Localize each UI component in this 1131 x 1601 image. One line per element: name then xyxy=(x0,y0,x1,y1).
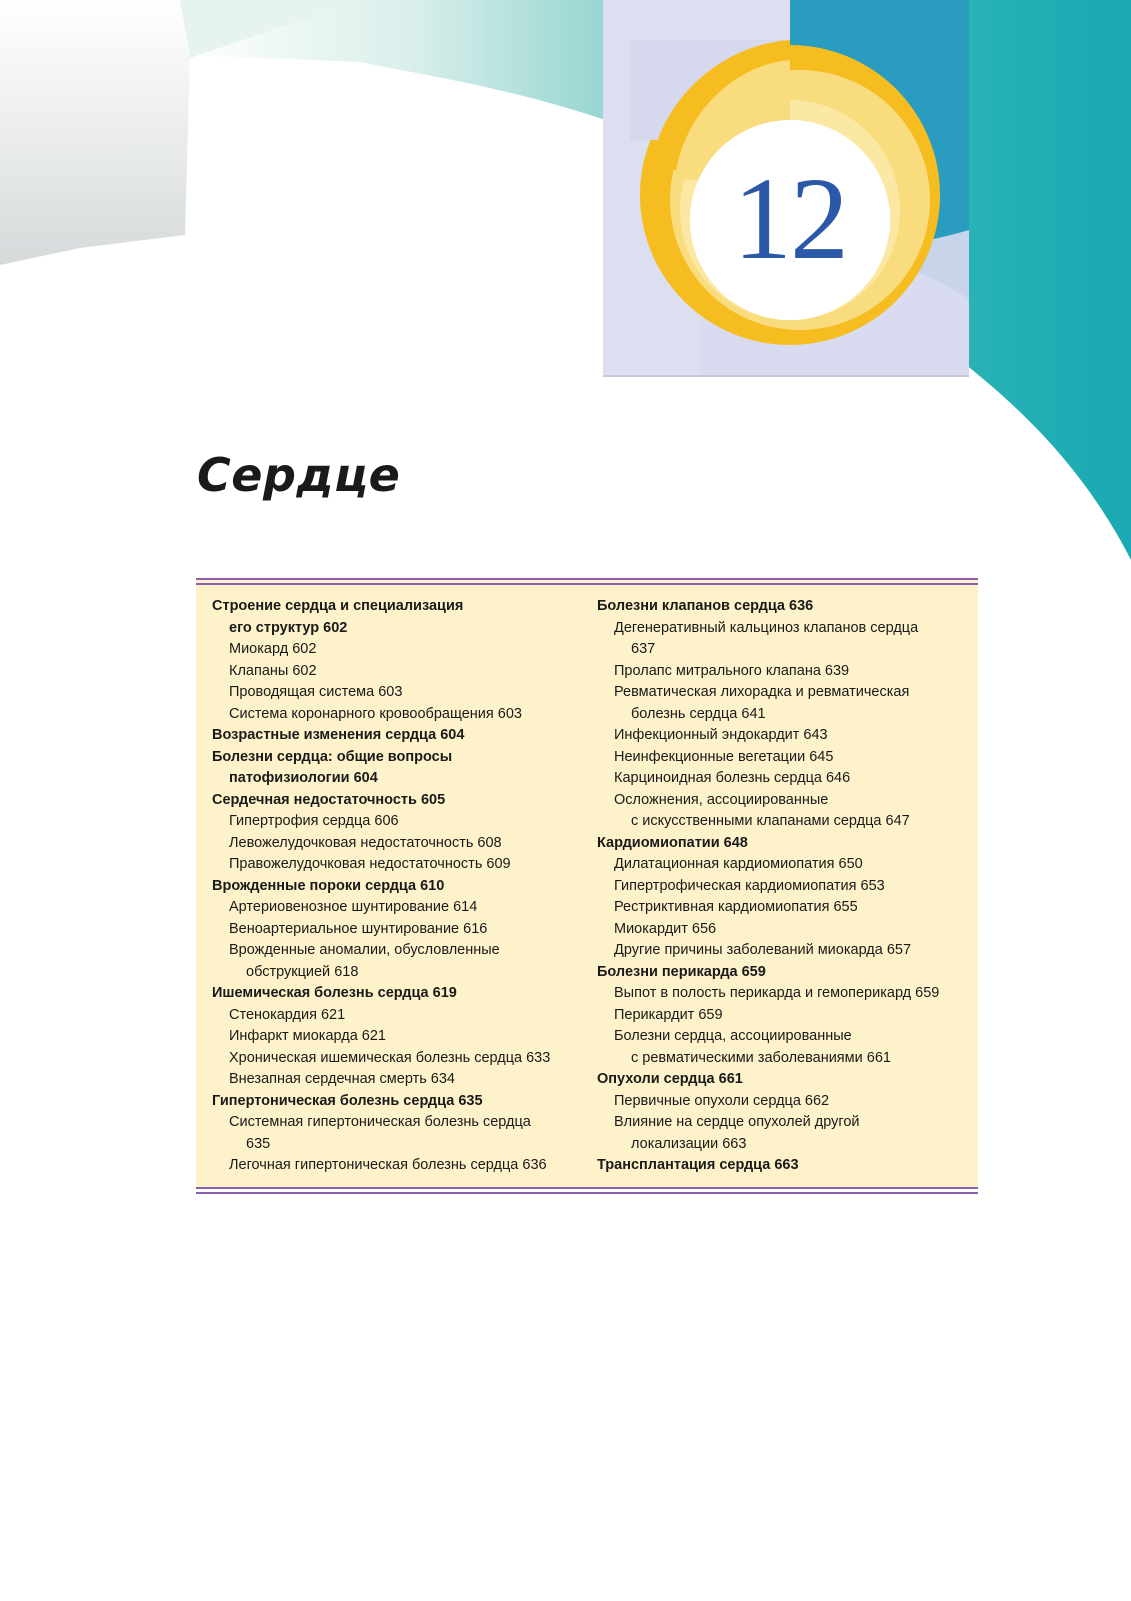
toc-entry: Опухоли сердца 661 xyxy=(597,1071,743,1087)
toc-entry: Миокард 602 xyxy=(229,641,317,657)
toc-top-rule-inner xyxy=(196,583,978,585)
toc-entry: Хроническая ишемическая болезнь сердца 633 xyxy=(229,1049,551,1066)
toc-entry: Строение сердца и специализация xyxy=(212,598,464,614)
toc-entry: локализации 663 xyxy=(631,1135,747,1152)
toc-entry: Веноартериальное шунтирование 616 xyxy=(229,920,488,937)
toc-entry: Врожденные пороки сердца 610 xyxy=(212,877,445,894)
toc-entry: Другие причины заболеваний миокарда 657 xyxy=(614,942,912,958)
toc-entry: Дилатационная кардиомиопатия 650 xyxy=(614,856,863,872)
toc-entry: с ревматическими заболеваниями 661 xyxy=(631,1049,891,1066)
toc-entry: Влияние на сердце опухолей другой xyxy=(614,1114,860,1130)
toc-entry: Первичные опухоли сердца 662 xyxy=(614,1092,830,1109)
toc-entry: Болезни клапанов сердца 636 xyxy=(597,598,814,614)
toc-entry: 635 xyxy=(246,1135,271,1152)
toc-entry: Врожденные аномалии, обусловленные xyxy=(229,942,500,958)
toc-entry: обструкцией 618 xyxy=(246,963,359,980)
toc-entry: Гипертрофическая кардиомиопатия 653 xyxy=(614,877,885,894)
toc-entry: Осложнения, ассоциированные xyxy=(614,791,829,808)
toc-entry: Дегенеративный кальциноз клапанов сердца xyxy=(614,619,919,636)
toc-bottom-rule-inner xyxy=(196,1187,978,1189)
toc-entry: Перикардит 659 xyxy=(614,1006,723,1023)
toc-entry: Система коронарного кровообращения 603 xyxy=(229,705,522,722)
toc-entry: Рестриктивная кардиомиопатия 655 xyxy=(614,899,858,915)
toc-entry: Неинфекционные вегетации 645 xyxy=(614,748,834,765)
toc-entry: Болезни перикарда 659 xyxy=(597,963,766,980)
toc-entry: Левожелудочковая недостаточность 608 xyxy=(229,834,502,851)
toc-entry: Проводящая система 603 xyxy=(229,684,403,700)
toc-column-left xyxy=(212,596,592,1177)
toc-entry: болезнь сердца 641 xyxy=(631,705,766,722)
toc-bottom-rule xyxy=(196,1192,978,1194)
toc-entry: Болезни сердца, ассоциированные xyxy=(614,1028,852,1044)
toc-entry: Легочная гипертоническая болезнь сердца 636 xyxy=(229,1157,547,1173)
toc-entry: Гипертоническая болезнь сердца 635 xyxy=(212,1092,483,1109)
chapter-title: Сердце xyxy=(197,448,401,502)
toc-entry: Артериовенозное шунтирование 614 xyxy=(229,899,478,915)
chapter-header-artwork xyxy=(0,0,1131,560)
toc-entry: Выпот в полость перикарда и гемоперикард 659 xyxy=(614,985,940,1001)
toc-entry: Гипертрофия сердца 606 xyxy=(229,813,399,829)
toc-entry: Правожелудочковая недостаточность 609 xyxy=(229,856,511,872)
toc-entry: с искусственными клапанами сердца 647 xyxy=(631,813,910,829)
toc-entry: патофизиологии 604 xyxy=(229,770,378,786)
toc-entry: Системная гипертоническая болезнь сердца xyxy=(229,1114,531,1130)
toc-entry: Инфекционный эндокардит 643 xyxy=(614,727,828,743)
toc-top-rule xyxy=(196,578,978,580)
toc-entry: Ревматическая лихорадка и ревматическая xyxy=(614,684,910,700)
toc-entry: Стенокардия 621 xyxy=(229,1006,346,1023)
toc-entry: Сердечная недостаточность 605 xyxy=(212,791,446,808)
chapter-number: 12 xyxy=(733,153,847,284)
toc-entry: его структур 602 xyxy=(229,619,348,636)
toc-entry: Возрастные изменения сердца 604 xyxy=(212,727,465,743)
toc-entry: Инфаркт миокарда 621 xyxy=(229,1028,387,1044)
toc-entry: Клапаны 602 xyxy=(229,662,317,679)
toc-entry: Ишемическая болезнь сердца 619 xyxy=(212,985,457,1001)
toc-entry: Кардиомиопатии 648 xyxy=(597,834,748,851)
toc-entry: Трансплантация сердца 663 xyxy=(597,1157,799,1173)
toc-entry: 637 xyxy=(631,641,656,657)
toc-entry: Пролапс митрального клапана 639 xyxy=(614,662,850,679)
toc-entry: Болезни сердца: общие вопросы xyxy=(212,748,453,765)
toc-entry: Внезапная сердечная смерть 634 xyxy=(229,1071,455,1087)
toc-column-right xyxy=(597,596,975,1177)
toc-entry: Карциноидная болезнь сердца 646 xyxy=(614,770,851,786)
toc-entry: Миокардит 656 xyxy=(614,920,717,937)
